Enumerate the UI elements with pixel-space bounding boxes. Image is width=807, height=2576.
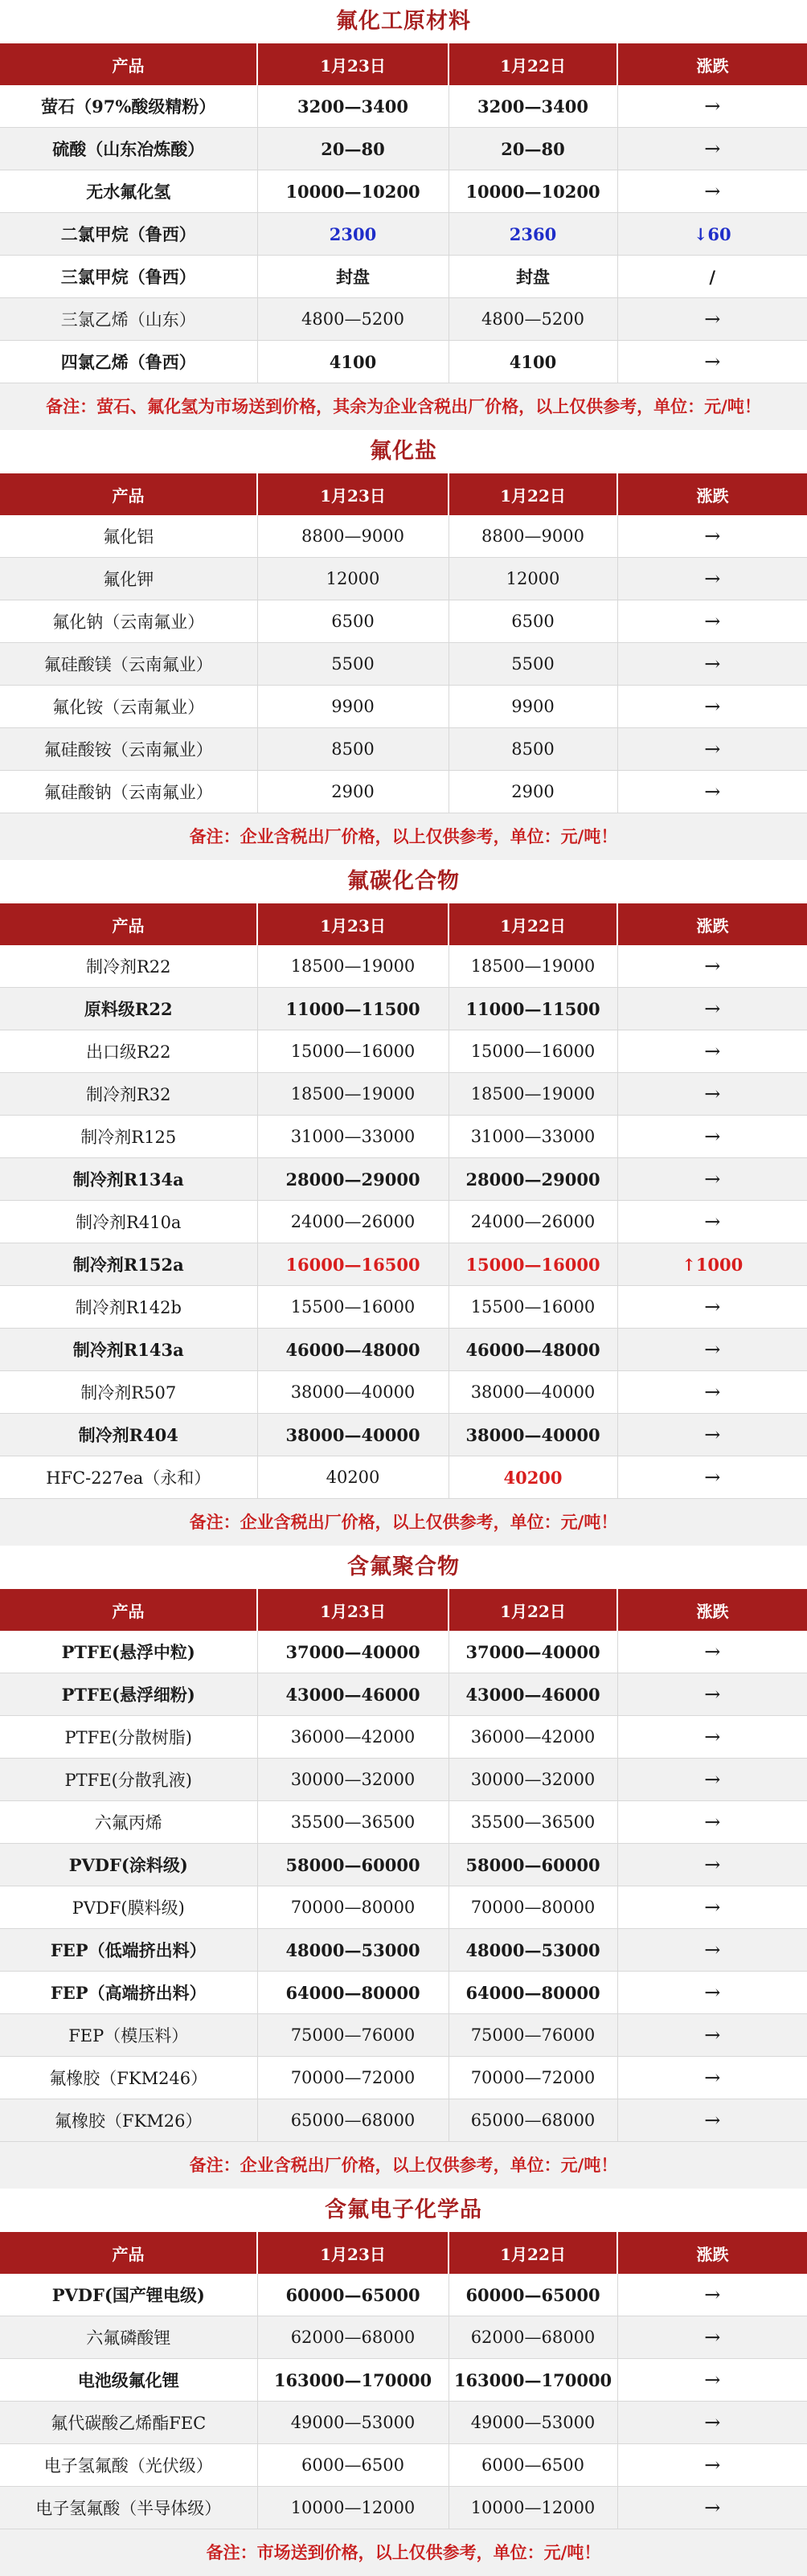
price-change: ↑1000 xyxy=(617,1243,807,1286)
price-change: → xyxy=(617,1929,807,1972)
product-name: 电池级氟化锂 xyxy=(0,2359,257,2402)
price-jan23: 20—80 xyxy=(257,128,449,170)
table-row xyxy=(0,128,807,170)
product-name: 氟代碳酸乙烯酯FEC xyxy=(0,2402,257,2444)
price-jan22: 64000—80000 xyxy=(449,1972,617,2014)
price-change: → xyxy=(617,2014,807,2057)
section-title: 氟化盐 xyxy=(370,439,437,464)
table-row xyxy=(0,1716,807,1759)
price-jan22: 40200 xyxy=(449,1456,617,1499)
price-change: → xyxy=(617,170,807,213)
product-name: 原料级R22 xyxy=(0,988,257,1030)
header-date-jan22: 1月22日 xyxy=(449,1589,617,1631)
table-row xyxy=(0,2274,807,2316)
price-jan22: 46000—48000 xyxy=(449,1329,617,1371)
price-jan22: 30000—32000 xyxy=(449,1759,617,1801)
price-change: ↓60 xyxy=(617,213,807,256)
header-product: 产品 xyxy=(0,43,257,85)
header-date-jan22: 1月22日 xyxy=(449,2232,617,2274)
price-change: → xyxy=(617,2359,807,2402)
table-row xyxy=(0,1286,807,1329)
section-note: 备注：市场送到价格，以上仅供参考，单位：元/吨！ xyxy=(0,2529,807,2576)
product-name: 电子氢氟酸（半导体级） xyxy=(0,2487,257,2529)
table-row xyxy=(0,1329,807,1371)
product-name: 制冷剂R32 xyxy=(0,1073,257,1116)
product-name: 氟橡胶（FKM246） xyxy=(0,2057,257,2099)
price-jan22: 20—80 xyxy=(449,128,617,170)
price-change: → xyxy=(617,1456,807,1499)
product-name: 氟化钠（云南氟业） xyxy=(0,600,257,643)
price-jan23: 10000—10200 xyxy=(257,170,449,213)
price-change: → xyxy=(617,1116,807,1158)
price-change: → xyxy=(617,1759,807,1801)
section-title: 含氟聚合物 xyxy=(347,1554,460,1579)
price-jan23: 15000—16000 xyxy=(257,1030,449,1073)
price-jan23: 64000—80000 xyxy=(257,1972,449,2014)
price-change: → xyxy=(617,515,807,558)
header-change: 涨跌 xyxy=(617,473,807,515)
header-date-jan23: 1月23日 xyxy=(257,473,449,515)
price-jan23: 8800—9000 xyxy=(257,515,449,558)
table-row xyxy=(0,945,807,988)
price-jan22: 24000—26000 xyxy=(449,1201,617,1243)
table-row xyxy=(0,515,807,558)
header-date-jan22: 1月22日 xyxy=(449,903,617,945)
product-name: 电子氢氟酸（光伏级） xyxy=(0,2444,257,2487)
price-jan22: 6000—6500 xyxy=(449,2444,617,2487)
table-row xyxy=(0,2487,807,2529)
product-name: 萤石（97%酸级精粉） xyxy=(0,85,257,128)
table-row xyxy=(0,1801,807,1844)
table-row xyxy=(0,1201,807,1243)
price-change: → xyxy=(617,2274,807,2316)
price-jan23: 9900 xyxy=(257,686,449,728)
price-change: → xyxy=(617,85,807,128)
price-jan23: 6500 xyxy=(257,600,449,643)
header-date-jan23: 1月23日 xyxy=(257,1589,449,1631)
table-row xyxy=(0,2316,807,2359)
price-jan22: 62000—68000 xyxy=(449,2316,617,2359)
table-row xyxy=(0,1414,807,1456)
product-name: 六氟丙烯 xyxy=(0,1801,257,1844)
product-name: PTFE(悬浮细粉) xyxy=(0,1673,257,1716)
price-change: → xyxy=(617,1286,807,1329)
price-change: → xyxy=(617,341,807,383)
price-jan22: 38000—40000 xyxy=(449,1414,617,1456)
price-change: → xyxy=(617,1801,807,1844)
price-jan23: 62000—68000 xyxy=(257,2316,449,2359)
section-title: 氟碳化合物 xyxy=(347,869,460,894)
product-name: 出口级R22 xyxy=(0,1030,257,1073)
price-jan22: 4100 xyxy=(449,341,617,383)
header-row xyxy=(0,903,807,945)
table-row xyxy=(0,1759,807,1801)
section-note: 备注：萤石、氟化氢为市场送到价格，其余为企业含税出厂价格，以上仅供参考，单位：元/吨！ xyxy=(0,383,807,430)
header-change: 涨跌 xyxy=(617,2232,807,2274)
price-change: → xyxy=(617,2316,807,2359)
table-row xyxy=(0,686,807,728)
price-jan23: 6000—6500 xyxy=(257,2444,449,2487)
product-name: 制冷剂R125 xyxy=(0,1116,257,1158)
price-jan22: 封盘 xyxy=(449,256,617,298)
table-row xyxy=(0,213,807,256)
price-jan23: 38000—40000 xyxy=(257,1414,449,1456)
price-change: → xyxy=(617,771,807,813)
table-row xyxy=(0,341,807,383)
table-row xyxy=(0,170,807,213)
price-table xyxy=(0,903,807,1499)
price-jan22: 15500—16000 xyxy=(449,1286,617,1329)
price-change: → xyxy=(617,2057,807,2099)
price-jan23: 38000—40000 xyxy=(257,1371,449,1414)
price-change: / xyxy=(617,256,807,298)
price-jan23: 75000—76000 xyxy=(257,2014,449,2057)
price-jan23: 16000—16500 xyxy=(257,1243,449,1286)
section-note: 备注：企业含税出厂价格，以上仅供参考，单位：元/吨！ xyxy=(0,813,807,860)
price-jan23: 40200 xyxy=(257,1456,449,1499)
price-jan22: 3200—3400 xyxy=(449,85,617,128)
product-name: 氟化铵（云南氟业） xyxy=(0,686,257,728)
price-change: → xyxy=(617,1329,807,1371)
price-change: → xyxy=(617,1631,807,1673)
product-name: 四氯乙烯（鲁西） xyxy=(0,341,257,383)
price-jan22: 163000—170000 xyxy=(449,2359,617,2402)
product-name: 三氯甲烷（鲁西） xyxy=(0,256,257,298)
price-jan22: 9900 xyxy=(449,686,617,728)
price-jan23: 24000—26000 xyxy=(257,1201,449,1243)
table-row xyxy=(0,728,807,771)
price-jan22: 15000—16000 xyxy=(449,1243,617,1286)
table-row xyxy=(0,2359,807,2402)
product-name: PTFE(分散乳液) xyxy=(0,1759,257,1801)
price-jan23: 12000 xyxy=(257,558,449,600)
table-row xyxy=(0,1673,807,1716)
table-row xyxy=(0,1243,807,1286)
price-jan22: 70000—80000 xyxy=(449,1886,617,1929)
price-change: → xyxy=(617,2099,807,2142)
table-row xyxy=(0,298,807,341)
price-change: → xyxy=(617,643,807,686)
price-jan23: 43000—46000 xyxy=(257,1673,449,1716)
product-name: 制冷剂R152a xyxy=(0,1243,257,1286)
product-name: 制冷剂R22 xyxy=(0,945,257,988)
price-jan23: 4800—5200 xyxy=(257,298,449,341)
price-change: → xyxy=(617,2444,807,2487)
price-change: → xyxy=(617,1073,807,1116)
price-jan22: 6500 xyxy=(449,600,617,643)
header-date-jan23: 1月23日 xyxy=(257,43,449,85)
price-jan22: 35500—36500 xyxy=(449,1801,617,1844)
product-name: PVDF(国产锂电级) xyxy=(0,2274,257,2316)
price-change: → xyxy=(617,2402,807,2444)
price-table xyxy=(0,473,807,813)
price-jan22: 10000—10200 xyxy=(449,170,617,213)
price-jan23: 2900 xyxy=(257,771,449,813)
price-jan22: 10000—12000 xyxy=(449,2487,617,2529)
header-product: 产品 xyxy=(0,473,257,515)
product-name: 氟硅酸铵（云南氟业） xyxy=(0,728,257,771)
price-jan23: 70000—72000 xyxy=(257,2057,449,2099)
price-table xyxy=(0,1589,807,2142)
price-jan23: 70000—80000 xyxy=(257,1886,449,1929)
price-jan23: 15500—16000 xyxy=(257,1286,449,1329)
table-row xyxy=(0,1886,807,1929)
product-name: 氟硅酸钠（云南氟业） xyxy=(0,771,257,813)
price-change: → xyxy=(617,1972,807,2014)
price-change: → xyxy=(617,128,807,170)
header-row xyxy=(0,43,807,85)
price-jan23: 46000—48000 xyxy=(257,1329,449,1371)
header-change: 涨跌 xyxy=(617,1589,807,1631)
price-jan22: 70000—72000 xyxy=(449,2057,617,2099)
product-name: 制冷剂R410a xyxy=(0,1201,257,1243)
price-change: → xyxy=(617,2487,807,2529)
table-row xyxy=(0,1972,807,2014)
table-row xyxy=(0,2099,807,2142)
price-jan22: 2360 xyxy=(449,213,617,256)
table-row xyxy=(0,1030,807,1073)
product-name: 制冷剂R404 xyxy=(0,1414,257,1456)
section-title: 氟化工原材料 xyxy=(336,9,471,34)
product-name: FEP（模压料） xyxy=(0,2014,257,2057)
table-row xyxy=(0,2014,807,2057)
product-name: 制冷剂R507 xyxy=(0,1371,257,1414)
price-jan23: 37000—40000 xyxy=(257,1631,449,1673)
price-jan23: 11000—11500 xyxy=(257,988,449,1030)
product-name: PVDF(膜料级) xyxy=(0,1886,257,1929)
price-jan22: 36000—42000 xyxy=(449,1716,617,1759)
price-jan23: 28000—29000 xyxy=(257,1158,449,1201)
table-row xyxy=(0,1631,807,1673)
price-jan23: 4100 xyxy=(257,341,449,383)
header-product: 产品 xyxy=(0,903,257,945)
price-jan23: 18500—19000 xyxy=(257,945,449,988)
header-product: 产品 xyxy=(0,1589,257,1631)
price-jan22: 48000—53000 xyxy=(449,1929,617,1972)
price-jan22: 60000—65000 xyxy=(449,2274,617,2316)
price-jan23: 5500 xyxy=(257,643,449,686)
price-change: → xyxy=(617,1201,807,1243)
product-name: 无水氟化氢 xyxy=(0,170,257,213)
table-row xyxy=(0,2444,807,2487)
table-row xyxy=(0,2402,807,2444)
price-jan22: 2900 xyxy=(449,771,617,813)
product-name: 氟化钾 xyxy=(0,558,257,600)
price-change: → xyxy=(617,945,807,988)
price-jan23: 30000—32000 xyxy=(257,1759,449,1801)
price-jan22: 18500—19000 xyxy=(449,945,617,988)
product-name: 三氯乙烯（山东） xyxy=(0,298,257,341)
header-change: 涨跌 xyxy=(617,903,807,945)
header-date-jan23: 1月23日 xyxy=(257,2232,449,2274)
product-name: PVDF(涂料级) xyxy=(0,1844,257,1886)
price-change: → xyxy=(617,558,807,600)
price-jan22: 49000—53000 xyxy=(449,2402,617,2444)
price-change: → xyxy=(617,1716,807,1759)
price-jan22: 8800—9000 xyxy=(449,515,617,558)
price-jan22: 18500—19000 xyxy=(449,1073,617,1116)
price-table xyxy=(0,43,807,383)
product-name: 制冷剂R143a xyxy=(0,1329,257,1371)
table-row xyxy=(0,1371,807,1414)
price-jan23: 49000—53000 xyxy=(257,2402,449,2444)
header-date-jan23: 1月23日 xyxy=(257,903,449,945)
table-row xyxy=(0,1844,807,1886)
price-change: → xyxy=(617,1414,807,1456)
price-change: → xyxy=(617,1886,807,1929)
table-row xyxy=(0,256,807,298)
product-name: FEP（低端挤出料） xyxy=(0,1929,257,1972)
table-row xyxy=(0,1456,807,1499)
header-date-jan22: 1月22日 xyxy=(449,43,617,85)
price-jan22: 4800—5200 xyxy=(449,298,617,341)
table-row xyxy=(0,1073,807,1116)
price-jan22: 65000—68000 xyxy=(449,2099,617,2142)
price-jan22: 37000—40000 xyxy=(449,1631,617,1673)
product-name: 制冷剂R142b xyxy=(0,1286,257,1329)
header-change: 涨跌 xyxy=(617,43,807,85)
product-name: 硫酸（山东冶炼酸） xyxy=(0,128,257,170)
price-change: → xyxy=(617,1844,807,1886)
header-product: 产品 xyxy=(0,2232,257,2274)
section-title: 含氟电子化学品 xyxy=(325,2197,482,2222)
header-date-jan22: 1月22日 xyxy=(449,473,617,515)
price-jan23: 35500—36500 xyxy=(257,1801,449,1844)
header-row xyxy=(0,1589,807,1631)
product-name: 氟化铝 xyxy=(0,515,257,558)
price-jan22: 38000—40000 xyxy=(449,1371,617,1414)
price-jan22: 5500 xyxy=(449,643,617,686)
table-row xyxy=(0,1158,807,1201)
section-note: 备注：企业含税出厂价格，以上仅供参考，单位：元/吨！ xyxy=(0,2142,807,2189)
table-row xyxy=(0,558,807,600)
table-row xyxy=(0,600,807,643)
price-jan23: 36000—42000 xyxy=(257,1716,449,1759)
price-jan22: 11000—11500 xyxy=(449,988,617,1030)
product-name: 氟橡胶（FKM26） xyxy=(0,2099,257,2142)
price-change: → xyxy=(617,1673,807,1716)
price-change: → xyxy=(617,988,807,1030)
price-jan22: 58000—60000 xyxy=(449,1844,617,1886)
price-change: → xyxy=(617,1158,807,1201)
product-name: FEP（高端挤出料） xyxy=(0,1972,257,2014)
header-row xyxy=(0,2232,807,2274)
table-row xyxy=(0,1929,807,1972)
price-jan23: 2300 xyxy=(257,213,449,256)
price-jan22: 12000 xyxy=(449,558,617,600)
price-jan23: 封盘 xyxy=(257,256,449,298)
price-change: → xyxy=(617,600,807,643)
price-jan22: 8500 xyxy=(449,728,617,771)
price-jan23: 8500 xyxy=(257,728,449,771)
product-name: 氟硅酸镁（云南氟业） xyxy=(0,643,257,686)
price-jan23: 18500—19000 xyxy=(257,1073,449,1116)
price-jan23: 48000—53000 xyxy=(257,1929,449,1972)
product-name: 六氟磷酸锂 xyxy=(0,2316,257,2359)
price-jan23: 10000—12000 xyxy=(257,2487,449,2529)
price-table xyxy=(0,2232,807,2529)
product-name: HFC-227ea（永和） xyxy=(0,1456,257,1499)
price-change: → xyxy=(617,686,807,728)
product-name: PTFE(分散树脂) xyxy=(0,1716,257,1759)
price-jan22: 75000—76000 xyxy=(449,2014,617,2057)
price-change: → xyxy=(617,1030,807,1073)
price-jan22: 28000—29000 xyxy=(449,1158,617,1201)
table-row xyxy=(0,85,807,128)
price-jan23: 163000—170000 xyxy=(257,2359,449,2402)
table-row xyxy=(0,1116,807,1158)
price-jan23: 31000—33000 xyxy=(257,1116,449,1158)
product-name: 制冷剂R134a xyxy=(0,1158,257,1201)
price-jan22: 31000—33000 xyxy=(449,1116,617,1158)
product-name: PTFE(悬浮中粒) xyxy=(0,1631,257,1673)
table-row xyxy=(0,2057,807,2099)
price-jan22: 43000—46000 xyxy=(449,1673,617,1716)
price-jan22: 15000—16000 xyxy=(449,1030,617,1073)
price-change: → xyxy=(617,298,807,341)
table-row xyxy=(0,988,807,1030)
price-change: → xyxy=(617,1371,807,1414)
table-row xyxy=(0,643,807,686)
table-row xyxy=(0,771,807,813)
product-name: 二氯甲烷（鲁西） xyxy=(0,213,257,256)
price-change: → xyxy=(617,728,807,771)
price-jan23: 58000—60000 xyxy=(257,1844,449,1886)
header-row xyxy=(0,473,807,515)
section-note: 备注：企业含税出厂价格，以上仅供参考，单位：元/吨！ xyxy=(0,1499,807,1546)
price-jan23: 60000—65000 xyxy=(257,2274,449,2316)
price-jan23: 3200—3400 xyxy=(257,85,449,128)
price-jan23: 65000—68000 xyxy=(257,2099,449,2142)
